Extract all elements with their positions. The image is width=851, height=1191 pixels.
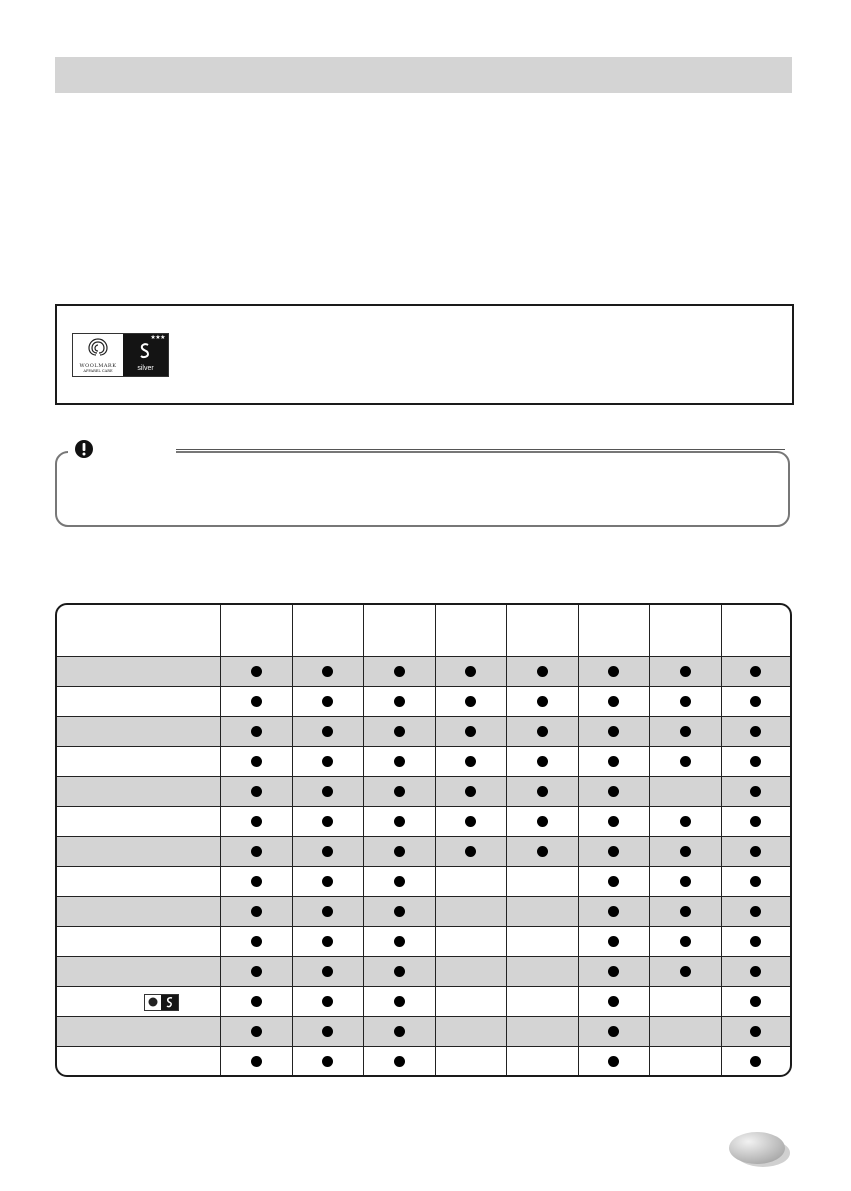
compat-dot-icon [251,816,262,827]
compat-cell [435,957,506,987]
compat-dot-icon [608,816,619,827]
compat-dot-icon [322,846,333,857]
compat-cell [435,837,506,867]
compat-cell [435,777,506,807]
compat-dot-icon [750,906,761,917]
compat-dot-icon [608,1026,619,1037]
compat-cell [721,957,790,987]
compat-dot-icon [608,966,619,977]
compat-cell [363,1047,435,1077]
compat-dot-icon [537,816,548,827]
compat-cell [363,957,435,987]
compat-cell [721,987,790,1017]
compat-cell [506,747,578,777]
compat-cell [578,657,649,687]
compat-dot-icon [251,846,262,857]
table-row [57,1047,790,1077]
table-row [57,957,790,987]
compat-dot-icon [322,966,333,977]
compat-dot-icon [251,1026,262,1037]
compat-cell [363,717,435,747]
compat-dot-icon [322,876,333,887]
page-number-badge [728,1131,790,1169]
section-header-bar [55,57,792,93]
compat-cell [292,837,363,867]
compat-dot-icon [680,936,691,947]
compat-dot-icon [608,726,619,737]
compat-cell [578,927,649,957]
compat-cell [649,987,721,1017]
compat-dot-icon [251,726,262,737]
compat-dot-icon [680,906,691,917]
compat-cell [578,867,649,897]
compat-cell [649,897,721,927]
compat-dot-icon [394,996,405,1007]
column-header [721,605,790,657]
compat-cell [363,687,435,717]
compat-dot-icon [537,846,548,857]
compat-cell [435,927,506,957]
compat-cell [220,927,292,957]
compat-cell [220,1047,292,1077]
compat-cell [578,1017,649,1047]
compat-dot-icon [322,666,333,677]
compat-dot-icon [251,966,262,977]
compat-cell [435,747,506,777]
compat-dot-icon [680,816,691,827]
compat-cell [506,657,578,687]
compat-dot-icon [608,696,619,707]
compat-dot-icon [680,876,691,887]
table-row [57,987,790,1017]
compat-dot-icon [251,936,262,947]
row-label [57,717,220,747]
row-label [57,777,220,807]
compat-dot-icon [750,966,761,977]
compat-cell [435,807,506,837]
compat-dot-icon [750,1026,761,1037]
compat-cell [220,897,292,927]
compat-cell [721,867,790,897]
compat-cell [721,897,790,927]
compat-cell [435,1047,506,1077]
compat-dot-icon [750,786,761,797]
compat-dot-icon [750,816,761,827]
table-header-row [57,605,790,657]
compat-cell [220,807,292,837]
compat-dot-icon [465,666,476,677]
compat-dot-icon [251,1056,262,1067]
compat-dot-icon [465,756,476,767]
compat-cell [220,1017,292,1047]
compat-cell [578,957,649,987]
row-label [57,987,220,1017]
compat-cell [363,1017,435,1047]
compat-cell [220,987,292,1017]
compat-dot-icon [608,1056,619,1067]
compat-cell [506,1017,578,1047]
compat-cell [363,657,435,687]
compat-dot-icon [251,696,262,707]
compat-dot-icon [394,786,405,797]
compat-dot-icon [322,696,333,707]
row-label [57,957,220,987]
wool-ball-icon [87,337,109,357]
compat-dot-icon [680,696,691,707]
compat-cell [578,837,649,867]
table-row [57,687,790,717]
compat-dot-icon [608,996,619,1007]
table-row [57,1017,790,1047]
silver-grade-label: silver [137,365,154,372]
compat-cell [578,777,649,807]
compat-dot-icon [750,936,761,947]
compat-cell [721,777,790,807]
compat-dot-icon [394,726,405,737]
row-label [57,687,220,717]
compat-dot-icon [394,816,405,827]
compat-dot-icon [251,786,262,797]
compat-dot-icon [394,846,405,857]
compat-cell [649,927,721,957]
compat-cell [292,927,363,957]
compat-cell [363,987,435,1017]
compat-cell [220,687,292,717]
compat-cell [292,867,363,897]
row-label [57,867,220,897]
compat-dot-icon [322,756,333,767]
compat-dot-icon [608,756,619,767]
table-row [57,927,790,957]
compat-cell [721,687,790,717]
compat-cell [506,837,578,867]
compat-dot-icon [394,966,405,977]
compat-dot-icon [465,786,476,797]
compat-cell [649,837,721,867]
compat-cell [506,717,578,747]
compat-dot-icon [251,996,262,1007]
row-label [57,807,220,837]
compat-cell [292,717,363,747]
compat-dot-icon [465,846,476,857]
column-header [363,605,435,657]
column-header [435,605,506,657]
compat-cell [578,897,649,927]
compat-cell [363,807,435,837]
compat-dot-icon [680,966,691,977]
compat-cell [292,957,363,987]
compat-dot-icon [750,876,761,887]
compat-cell [578,747,649,777]
compat-cell [435,687,506,717]
compat-cell [649,687,721,717]
compat-cell [649,657,721,687]
row-label [57,1017,220,1047]
compat-dot-icon [251,756,262,767]
compat-dot-icon [322,726,333,737]
compat-dot-icon [394,696,405,707]
compat-dot-icon [537,666,548,677]
table-row [57,897,790,927]
compat-dot-icon [394,756,405,767]
compat-cell [363,747,435,777]
header-corner-cell [57,605,220,657]
column-header [578,605,649,657]
compat-cell [435,1017,506,1047]
compat-cell [649,807,721,837]
compat-dot-icon [608,846,619,857]
compat-cell [721,927,790,957]
compat-cell [363,837,435,867]
compat-dot-icon [750,696,761,707]
compat-dot-icon [322,936,333,947]
compat-cell [649,1047,721,1077]
compat-cell [292,897,363,927]
compat-cell [220,747,292,777]
compat-dot-icon [608,936,619,947]
note-divider-line [176,449,785,450]
compat-dot-icon [537,696,548,707]
compat-cell [506,867,578,897]
compat-cell [435,657,506,687]
note-header [68,439,176,461]
compat-cell [578,717,649,747]
compat-dot-icon [537,786,548,797]
woolmark-brand-text: WOOLMARK [79,363,117,369]
compat-dot-icon [394,1056,405,1067]
compat-cell [292,747,363,777]
compat-cell [363,897,435,927]
compat-dot-icon [750,846,761,857]
row-label [57,897,220,927]
compat-dot-icon [608,876,619,887]
compat-cell [220,957,292,987]
compat-cell [721,657,790,687]
compat-cell [220,867,292,897]
compat-cell [506,687,578,717]
compat-dot-icon [750,726,761,737]
note-box [55,451,790,527]
compat-dot-icon [750,756,761,767]
compat-dot-icon [251,906,262,917]
compat-dot-icon [322,906,333,917]
silver-s-icon [138,342,152,360]
compat-dot-icon [322,1056,333,1067]
compat-dot-icon [680,846,691,857]
compat-dot-icon [465,816,476,827]
compat-cell [292,777,363,807]
compat-cell [649,717,721,747]
woolmark-logo [72,333,169,377]
compat-dot-icon [394,906,405,917]
compat-cell [578,1047,649,1077]
compat-cell [292,987,363,1017]
compat-dot-icon [322,786,333,797]
compat-dot-icon [465,696,476,707]
compat-cell [506,987,578,1017]
compat-cell [721,747,790,777]
compat-cell [649,1017,721,1047]
compat-dot-icon [394,666,405,677]
compat-cell [649,867,721,897]
compat-cell [506,957,578,987]
compat-cell [292,657,363,687]
compat-dot-icon [750,666,761,677]
compat-cell [435,987,506,1017]
compat-cell [721,807,790,837]
compat-dot-icon [750,1056,761,1067]
row-label [57,837,220,867]
column-header [220,605,292,657]
compat-dot-icon [394,876,405,887]
compat-cell [578,807,649,837]
compat-cell [220,657,292,687]
exclamation-icon [74,439,94,459]
compat-dot-icon [394,936,405,947]
column-header [506,605,578,657]
compat-cell [292,687,363,717]
compat-cell [435,897,506,927]
table-row [57,807,790,837]
compat-cell [292,807,363,837]
compat-dot-icon [680,666,691,677]
compat-cell [721,1047,790,1077]
compat-cell [292,1017,363,1047]
compat-dot-icon [537,756,548,767]
compat-cell [435,717,506,747]
rating-stars: ★★★ [150,335,165,341]
compat-cell [649,777,721,807]
compat-cell [363,867,435,897]
compat-dot-icon [608,906,619,917]
compat-dot-icon [750,996,761,1007]
compat-cell [506,927,578,957]
column-header [292,605,363,657]
compat-cell [506,1047,578,1077]
compat-cell [363,927,435,957]
compat-dot-icon [322,996,333,1007]
compat-dot-icon [322,816,333,827]
compat-cell [292,1047,363,1077]
table-row [57,777,790,807]
compat-cell [435,867,506,897]
compat-dot-icon [251,666,262,677]
woolmark-info-box [55,304,794,405]
compat-cell [506,777,578,807]
compat-cell [506,807,578,837]
compat-cell [506,897,578,927]
table-row [57,747,790,777]
row-label [57,747,220,777]
compat-cell [220,837,292,867]
table-row [57,867,790,897]
compat-dot-icon [322,1026,333,1037]
compatibility-table [55,603,792,1077]
compat-cell [220,717,292,747]
compat-dot-icon [537,726,548,737]
compat-dot-icon [608,786,619,797]
compat-dot-icon [394,1026,405,1037]
table-row [57,837,790,867]
compat-dot-icon [680,726,691,737]
row-label [57,657,220,687]
compat-cell [649,957,721,987]
compat-dot-icon [680,756,691,767]
compat-cell [220,777,292,807]
compat-cell [578,987,649,1017]
compat-cell [649,747,721,777]
compat-cell [578,687,649,717]
compat-cell [363,777,435,807]
woolmark-mini-icon [144,994,179,1011]
row-label [57,927,220,957]
table-row [57,657,790,687]
compat-cell [721,1017,790,1047]
table-row [57,717,790,747]
compat-dot-icon [608,666,619,677]
compat-dot-icon [251,876,262,887]
compat-cell [721,837,790,867]
compat-dot-icon [465,726,476,737]
woolmark-subtitle-text: APPAREL CARE [83,369,113,373]
row-label [57,1047,220,1077]
compat-cell [721,717,790,747]
column-header [649,605,721,657]
